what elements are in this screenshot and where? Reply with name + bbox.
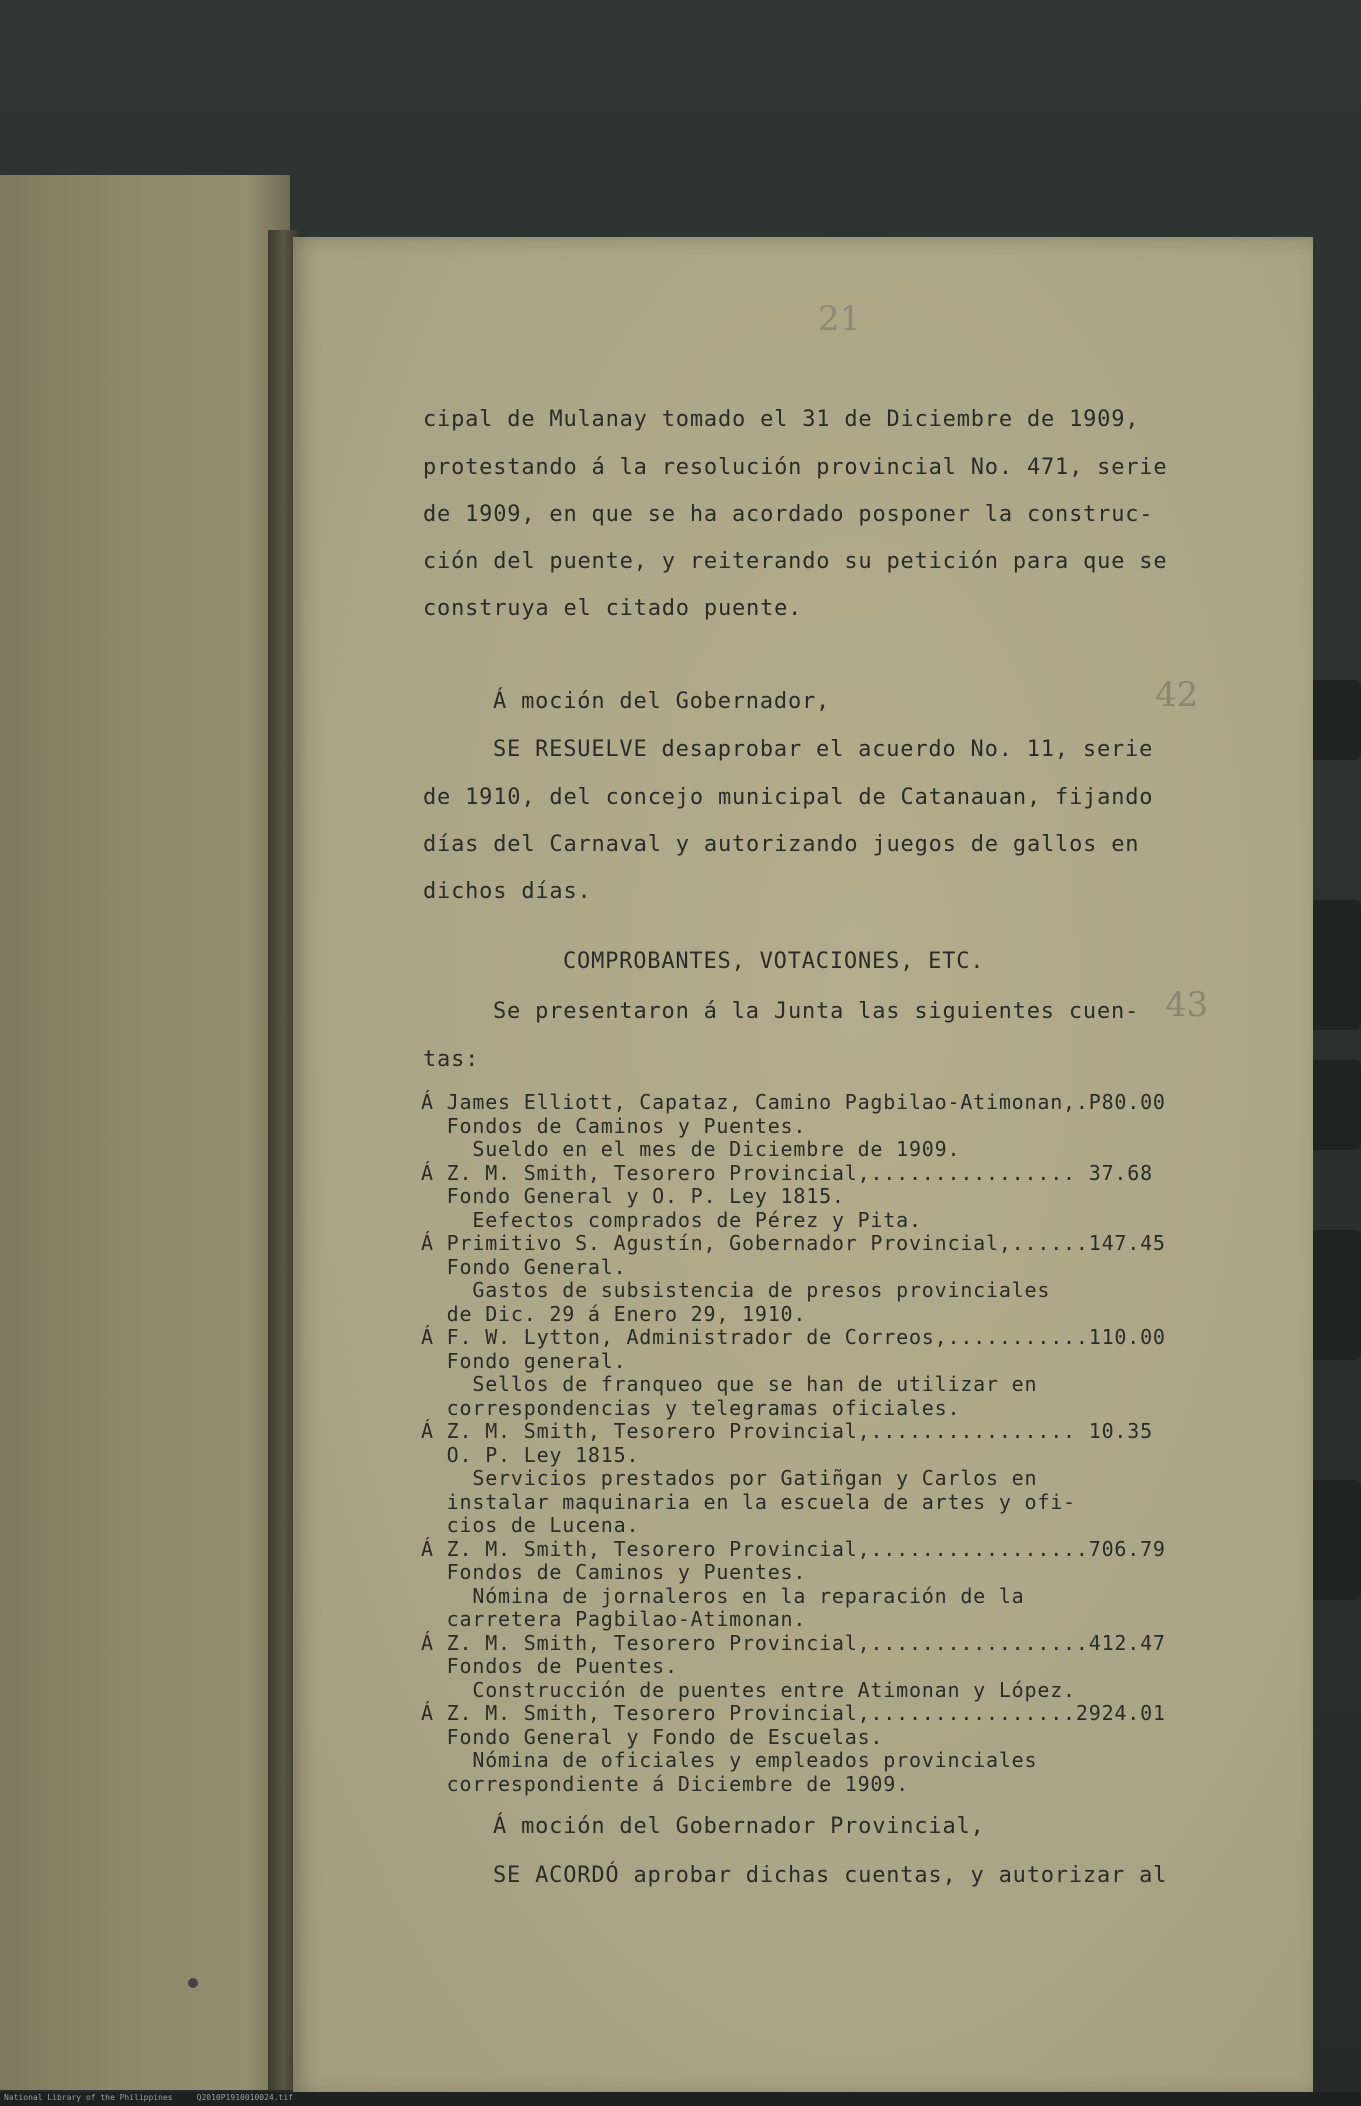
page-edge-tab — [1313, 680, 1361, 760]
entry-line: carretera Pagbilao-Atimonan. — [421, 1607, 807, 1631]
entry-line: correspondencias y telegramas oficiales. — [421, 1396, 961, 1420]
entry-line: instalar maquinaria en la escuela de artes y ofi- — [421, 1490, 1076, 1514]
text-line: de 1910, del concejo municipal de Catanauan, fijando — [423, 785, 1154, 810]
entry-line: Fondos de Caminos y Puentes. — [421, 1114, 807, 1138]
entry-line: Á Z. M. Smith, Tesorero Provincial,.................412.47 — [421, 1631, 1166, 1655]
entry-line: Á James Elliott, Capataz, Camino Pagbilao-Atimonan,.P80.00 — [421, 1090, 1166, 1114]
text-line: días del Carnaval y autorizando juegos de gallos en — [423, 832, 1140, 857]
entry-line: Sellos de franqueo que se han de utilizar en — [421, 1372, 1038, 1396]
entry-line: Á Z. M. Smith, Tesorero Provincial,................ 10.35 — [421, 1419, 1153, 1443]
text-line: ción del puente, y reiterando su petición para que se — [423, 549, 1168, 574]
text-line: cipal de Mulanay tomado el 31 de Diciembre de 1909, — [423, 407, 1140, 432]
text-line: construya el citado puente. — [423, 596, 803, 621]
scan-credit: National Library of the Philippines Q2010P1910010024.tif — [4, 2093, 293, 2102]
text-line: dichos días. — [423, 879, 592, 904]
text-line: SE ACORDÓ aprobar dichas cuentas, y autorizar al — [493, 1863, 1168, 1888]
entry-line: Fondo General. — [421, 1255, 627, 1279]
entry-line: correspondiente á Diciembre de 1909. — [421, 1772, 909, 1796]
entry-line: Á F. W. Lytton, Administrador de Correos,...........110.00 — [421, 1325, 1166, 1349]
entry-line: Gastos de subsistencia de presos provinciales — [421, 1278, 1051, 1302]
text-line: de 1909, en que se ha acordado posponer la construc- — [423, 502, 1154, 527]
entry-line: Á Z. M. Smith, Tesorero Provincial,.................706.79 — [421, 1537, 1166, 1561]
left-page-mark — [188, 1978, 198, 1988]
text-line: Se presentaron á la Junta las siguientes cuen- — [493, 999, 1140, 1024]
entry-line: Sueldo en el mes de Diciembre de 1909. — [421, 1137, 961, 1161]
page-text — [293, 237, 1313, 2095]
text-line: protestando á la resolución provincial No. 471, serie — [423, 455, 1168, 480]
entry-line: cios de Lucena. — [421, 1513, 640, 1537]
text-line: Á moción del Gobernador Provincial, — [493, 1814, 985, 1839]
entry-line: O. P. Ley 1815. — [421, 1443, 640, 1467]
page-edge-tab — [1313, 1480, 1361, 1600]
text-line: Á moción del Gobernador, — [493, 689, 831, 714]
entry-line: Eefectos comprados de Pérez y Pita. — [421, 1208, 922, 1232]
page-edge-tab — [1313, 1060, 1361, 1150]
entry-line: Á Z. M. Smith, Tesorero Provincial,................ 37.68 — [421, 1161, 1153, 1185]
margin-number: 42 — [1155, 675, 1199, 715]
page-edge-tab — [1313, 900, 1361, 1030]
entry-line: Construcción de puentes entre Atimonan y López. — [421, 1678, 1076, 1702]
margin-number: 43 — [1165, 985, 1209, 1025]
text-line: SE RESUELVE desaprobar el acuerdo No. 11, serie — [493, 737, 1154, 762]
entry-line: Fondo General y O. P. Ley 1815. — [421, 1184, 845, 1208]
entry-line: Á Primitivo S. Agustín, Gobernador Provincial,......147.45 — [421, 1231, 1166, 1255]
entry-line: Á Z. M. Smith, Tesorero Provincial,................2924.01 — [421, 1701, 1166, 1725]
entry-line: Nómina de jornaleros en la reparación de la — [421, 1584, 1025, 1608]
section-heading: COMPROBANTES, VOTACIONES, ETC. — [563, 949, 985, 974]
text-line: tas: — [423, 1047, 480, 1072]
page-edge-tab — [1313, 1230, 1361, 1360]
document-page — [293, 237, 1313, 2095]
entry-line: de Dic. 29 á Enero 29, 1910. — [421, 1302, 807, 1326]
page-number: 21 — [818, 299, 862, 339]
left-page — [0, 175, 290, 2090]
entry-line: Fondos de Puentes. — [421, 1654, 678, 1678]
entry-line: Fondo General y Fondo de Escuelas. — [421, 1725, 884, 1749]
entry-line: Nómina de oficiales y empleados provinciales — [421, 1748, 1038, 1772]
entry-line: Fondos de Caminos y Puentes. — [421, 1560, 807, 1584]
entry-line: Fondo general. — [421, 1349, 627, 1373]
entry-line: Servicios prestados por Gatiñgan y Carlos en — [421, 1466, 1038, 1490]
